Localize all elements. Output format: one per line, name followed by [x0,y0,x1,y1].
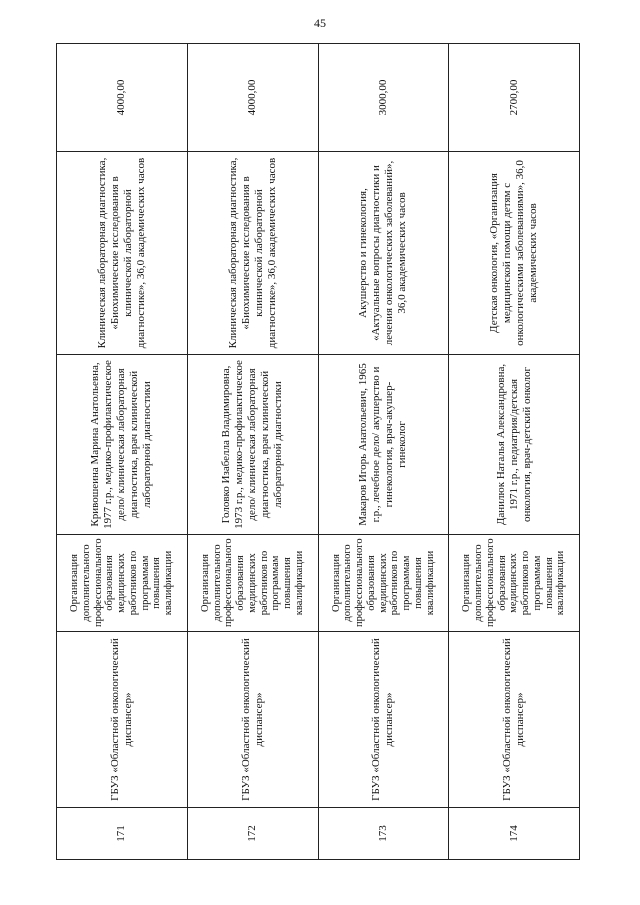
table-row [318,44,449,860]
row-number: 171 [57,808,188,860]
organization-cell: ГБУЗ «Областной онкологический диспансер» [318,632,449,808]
table-row [187,44,318,860]
rotated-table-container [56,44,580,860]
employee-cell: Макаров Игорь Анатольевич, 1965 г.р., лечебное дело/ акушерство и гинекология, врач-акушер-гинеколог [318,355,449,535]
employee-cell: Данилюк Наталья Александровна, 1971 г.р., педиатрия/детская онкология, врач-детский онколог [449,355,580,535]
registry-table [56,43,580,860]
course-cell: Клиническая лабораторная диагностика, «Биохимические исследования в клинической лабораторной диагностике», 36,0 академических часов [57,152,188,355]
row-number: 173 [318,808,449,860]
table-row [57,44,188,860]
page-number: 45 [314,16,326,30]
cost-cell: 3000,00 [318,44,449,152]
course-cell: Детская онкология, «Организация медицинской помощи детям с онкологическими заболеваниями», 36,0 академических часов [449,152,580,355]
course-cell: Акушерство и гинекология, «Актуальные вопросы диагностики и лечения онкологических заболеваний», 36,0 академических часов [318,152,449,355]
service-type-cell: Организация дополнительного профессионального образования медицинских работников по программам повышения квалификации [449,535,580,632]
service-type-cell: Организация дополнительного профессионального образования медицинских работников по программам повышения квалификации [57,535,188,632]
organization-cell: ГБУЗ «Областной онкологический диспансер» [187,632,318,808]
employee-cell: Головко Изабелла Владимировна, 1973 г.р., медико-профилактическое дело/ клиническая лабораторная диагностика, врач клинической лабораторной диагностики [187,355,318,535]
row-number: 172 [187,808,318,860]
organization-cell: ГБУЗ «Областной онкологический диспансер» [57,632,188,808]
cost-cell: 4000,00 [187,44,318,152]
table-row [449,44,580,860]
organization-cell: ГБУЗ «Областной онкологический диспансер» [449,632,580,808]
cost-cell: 4000,00 [57,44,188,152]
cost-cell: 2700,00 [449,44,580,152]
service-type-cell: Организация дополнительного профессионального образования медицинских работников по программам повышения квалификации [187,535,318,632]
service-type-cell: Организация дополнительного профессионального образования медицинских работников по программам повышения квалификации [318,535,449,632]
employee-cell: Кривошеина Марина Анатольевна, 1977 г.р., медико-профилактическое дело/ клиническая лабораторная диагностика, врач клинической лабораторной диагностики [57,355,188,535]
row-number: 174 [449,808,580,860]
course-cell: Клиническая лабораторная диагностика, «Биохимические исследования в клинической лабораторной диагностике», 36,0 академических часов [187,152,318,355]
